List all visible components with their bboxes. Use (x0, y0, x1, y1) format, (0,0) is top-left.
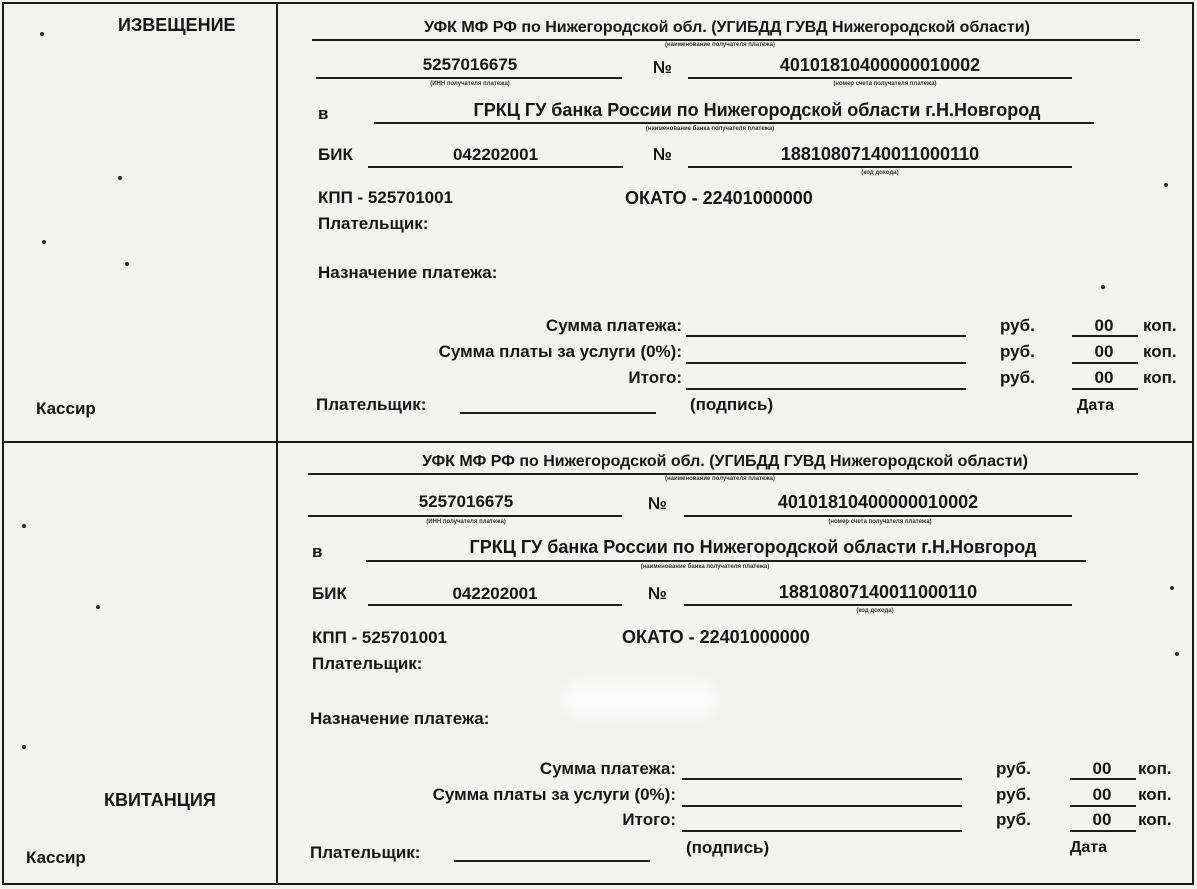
underline (308, 515, 622, 517)
receipt-in-label: в (312, 542, 323, 561)
notice-total-kop-value: 00 (1094, 368, 1114, 387)
scan-speck (125, 262, 129, 266)
receipt-fee-kop-value: 00 (1092, 785, 1112, 804)
scan-speck (96, 605, 100, 609)
scan-speck (1170, 586, 1174, 590)
underline (684, 515, 1072, 517)
receipt-sum-label: Сумма платежа: (539, 759, 676, 778)
receipt-account: 40101810400000010002 (777, 492, 979, 512)
notice-sum-kop: коп. (1143, 316, 1177, 335)
scan-speck (42, 240, 46, 244)
notice-no-sign: № (653, 58, 672, 77)
underline (686, 335, 966, 337)
underline (312, 39, 1140, 41)
underline (686, 362, 966, 364)
receipt-bank: ГРКЦ ГУ банка России по Нижегородской области г.Н.Новгород (469, 537, 1037, 557)
notice-fee-label: Сумма платы за услуги (0%): (438, 342, 682, 361)
receipt-inn: 5257016675 (418, 492, 514, 511)
scan-speck (22, 524, 26, 528)
underline (1070, 778, 1136, 780)
scan-speck (1101, 285, 1105, 289)
notice-sum-kop-value: 00 (1094, 316, 1114, 335)
receipt-kpp: КПП - 525701001 (312, 628, 448, 647)
underline (682, 805, 962, 807)
receipt-okato: ОКАТО - 22401000000 (622, 627, 810, 647)
notice-total-label: Итого: (628, 368, 682, 387)
receipt-recipient: УФК МФ РФ по Нижегородской обл. (УГИБДД ГУВД Нижегородской области) (422, 453, 1028, 470)
notice-account: 40101810400000010002 (779, 55, 981, 75)
notice-fee-kop: коп. (1143, 342, 1177, 361)
scan-speck (1164, 183, 1168, 187)
redaction-smudge (565, 682, 715, 716)
receipt-sum-rub: руб. (996, 759, 1031, 778)
underline (682, 830, 962, 832)
notice-signature-label: Плательщик: (316, 395, 427, 414)
underline (368, 166, 623, 168)
receipt-bik-label: БИК (312, 584, 347, 603)
notice-fee-kop-value: 00 (1094, 342, 1114, 361)
notice-bank: ГРКЦ ГУ банка России по Нижегородской области г.Н.Новгород (473, 100, 1041, 120)
scan-speck (1175, 652, 1179, 656)
receipt-account-caption: (номер счета получателя платежа) (828, 519, 932, 525)
underline (688, 77, 1072, 79)
notice-okato: ОКАТО - 22401000000 (625, 188, 813, 208)
underline (316, 77, 622, 79)
receipt-date-label: Дата (1070, 839, 1108, 856)
notice-kbk: 18810807140011000110 (780, 144, 980, 164)
notice-signature-caption: (подпись) (690, 395, 774, 414)
scan-speck (22, 745, 26, 749)
notice-total-kop: коп. (1143, 368, 1177, 387)
receipt-cashier-label: Кассир (26, 848, 86, 867)
receipt-kbk: 18810807140011000110 (778, 582, 978, 602)
receipt-total-kop-value: 00 (1092, 810, 1112, 829)
form-border (2, 2, 1194, 885)
underline (1072, 335, 1138, 337)
underline (368, 604, 622, 606)
underline (686, 388, 966, 390)
underline (308, 473, 1138, 475)
notice-title: ИЗВЕЩЕНИЕ (118, 15, 236, 35)
underline (1072, 362, 1138, 364)
underline (1070, 830, 1136, 832)
column-divider (276, 2, 278, 885)
receipt-purpose-label: Назначение платежа: (310, 709, 490, 728)
receipt-bik: 042202001 (452, 584, 538, 603)
notice-sum-label: Сумма платежа: (545, 316, 682, 335)
notice-sum-rub: руб. (1000, 316, 1035, 335)
receipt-total-kop: коп. (1138, 810, 1172, 829)
receipt-signature-caption: (подпись) (686, 838, 770, 857)
underline (366, 560, 1086, 562)
notice-kbk-caption: (код дохода) (861, 170, 899, 176)
receipt-total-rub: руб. (996, 810, 1031, 829)
notice-payer-label: Плательщик: (318, 214, 429, 233)
receipt-signature-label: Плательщик: (310, 843, 421, 862)
receipt-title: КВИТАНЦИЯ (104, 790, 216, 810)
notice-recipient: УФК МФ РФ по Нижегородской обл. (УГИБДД ГУВД Нижегородской области) (424, 19, 1030, 36)
notice-cashier-label: Кассир (36, 399, 96, 418)
notice-date-label: Дата (1077, 397, 1115, 414)
underline (682, 778, 962, 780)
receipt-total-label: Итого: (622, 810, 676, 829)
underline (688, 166, 1072, 168)
notice-no-sign-2: № (653, 145, 672, 164)
notice-recipient-caption: (наименование получателя платежа) (665, 42, 775, 48)
scan-speck (40, 32, 44, 36)
receipt-sum-kop-value: 00 (1092, 759, 1112, 778)
receipt-fee-rub: руб. (996, 785, 1031, 804)
receipt-inn-caption: (ИНН получателя платежа) (426, 519, 506, 525)
notice-account-caption: (номер счета получателя платежа) (833, 81, 937, 87)
notice-bank-caption: (наименование банка получателя платежа) (645, 126, 775, 132)
notice-purpose-label: Назначение платежа: (318, 263, 498, 282)
receipt-no-sign-2: № (648, 584, 667, 603)
underline (374, 122, 1094, 124)
scan-speck (118, 176, 122, 180)
notice-fee-rub: руб. (1000, 342, 1035, 361)
receipt-kbk-caption: (код дохода) (856, 608, 894, 614)
receipt-payer-label: Плательщик: (312, 654, 423, 673)
notice-bik: 042202001 (452, 145, 539, 164)
receipt-sum-kop: коп. (1138, 759, 1172, 778)
underline (460, 412, 656, 414)
underline (1070, 805, 1136, 807)
notice-bik-label: БИК (318, 145, 353, 164)
receipt-fee-label: Сумма платы за услуги (0%): (432, 785, 676, 804)
notice-total-rub: руб. (1000, 368, 1035, 387)
notice-in-label: в (318, 104, 329, 123)
receipt-fee-kop: коп. (1138, 785, 1172, 804)
underline (454, 860, 650, 862)
notice-inn-caption: (ИНН получателя платежа) (430, 81, 510, 87)
receipt-bank-caption: (наименование банка получателя платежа) (640, 564, 770, 570)
underline (1072, 388, 1138, 390)
notice-kpp: КПП - 525701001 (318, 188, 454, 207)
underline (684, 604, 1072, 606)
receipt-recipient-caption: (наименование получателя платежа) (665, 476, 775, 482)
receipt-no-sign: № (648, 494, 667, 513)
section-divider (2, 441, 1194, 443)
notice-inn: 5257016675 (422, 55, 518, 74)
